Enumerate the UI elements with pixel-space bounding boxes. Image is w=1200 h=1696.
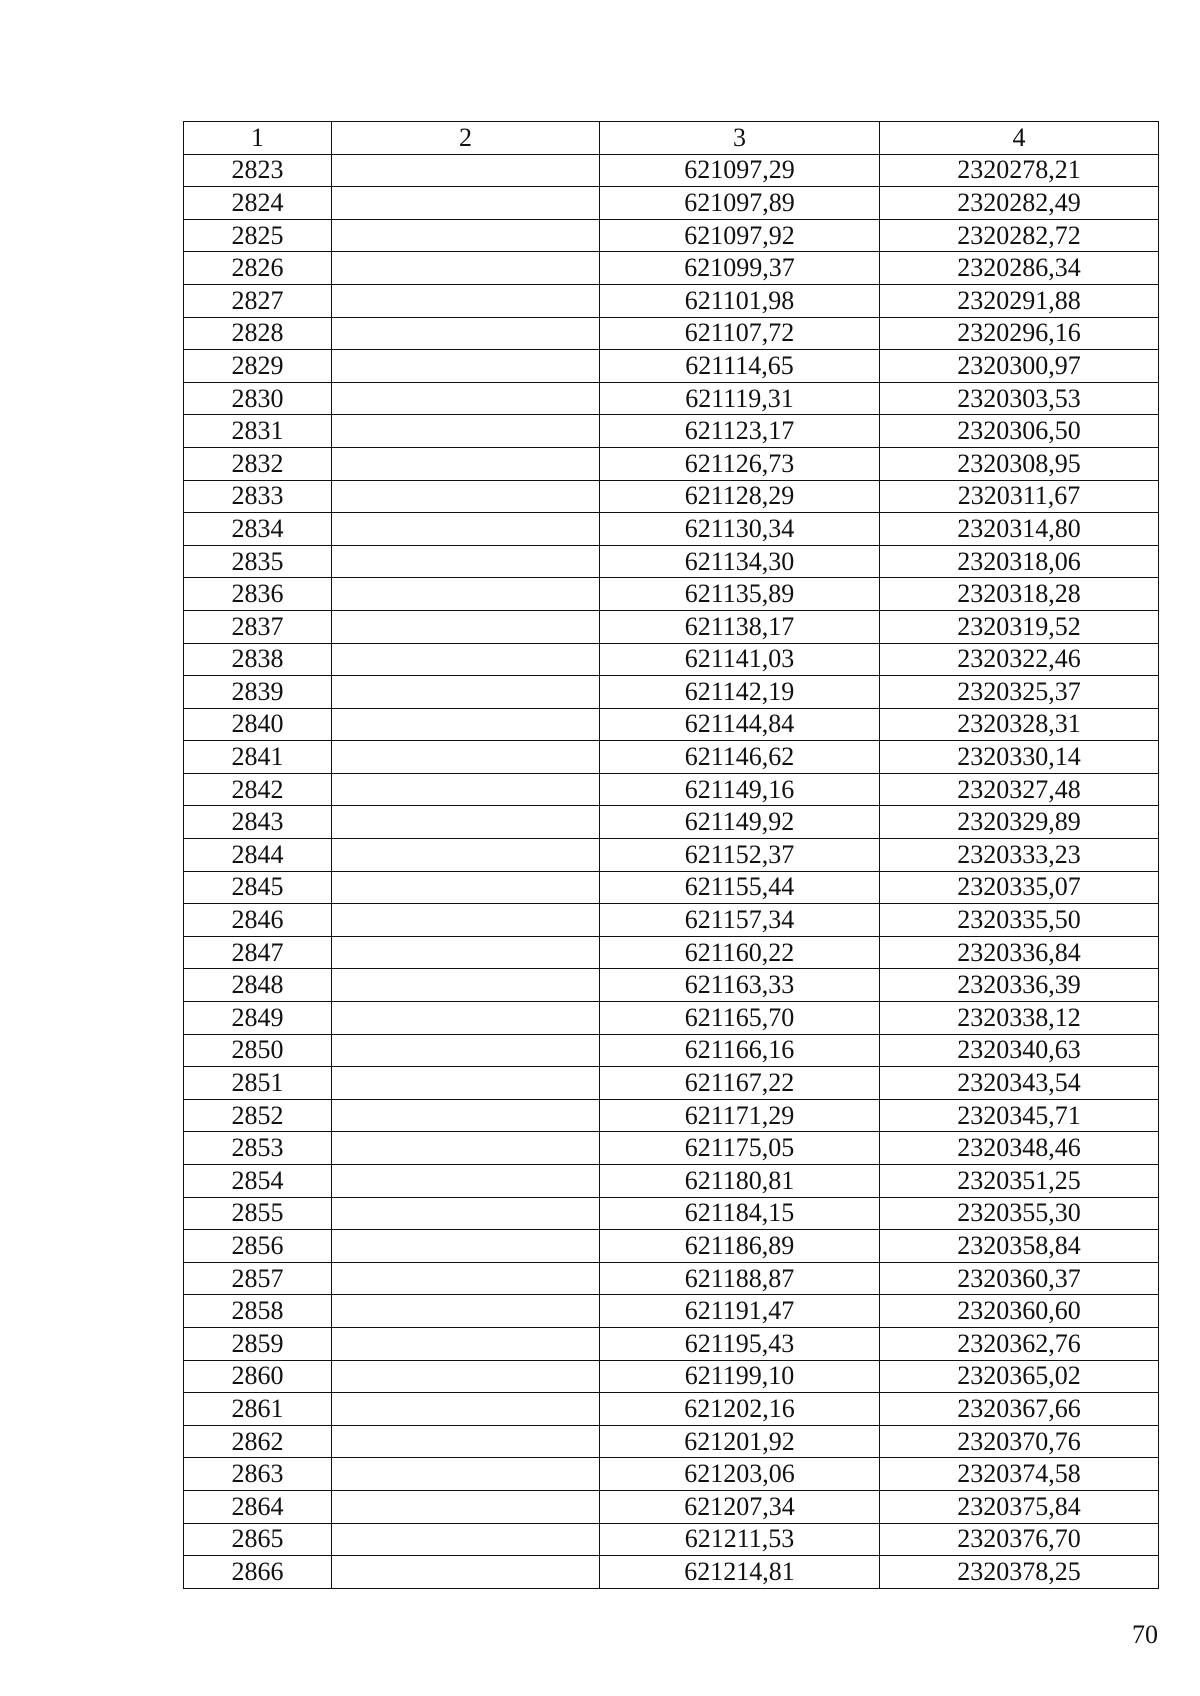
- table-row: [184, 1165, 1159, 1198]
- y-coordinate-cell: 2320330,14: [880, 741, 1159, 774]
- table-row: [184, 317, 1159, 350]
- table-row: [184, 969, 1159, 1002]
- table-row: [184, 1197, 1159, 1230]
- y-coordinate-cell: 2320322,46: [880, 643, 1159, 676]
- y-coordinate-cell: 2320325,37: [880, 676, 1159, 709]
- table-row: [184, 1067, 1159, 1100]
- description-cell: [332, 1327, 600, 1360]
- table-row: [184, 1262, 1159, 1295]
- point-number-cell: 2866: [184, 1556, 332, 1589]
- x-coordinate-cell: 621130,34: [600, 513, 880, 546]
- x-coordinate-cell: 621134,30: [600, 545, 880, 578]
- y-coordinate-cell: 2320328,31: [880, 708, 1159, 741]
- y-coordinate-cell: 2320358,84: [880, 1230, 1159, 1263]
- description-cell: [332, 350, 600, 383]
- x-coordinate-cell: 621195,43: [600, 1327, 880, 1360]
- y-coordinate-cell: 2320335,07: [880, 871, 1159, 904]
- table-row: [184, 480, 1159, 513]
- table-row: [184, 447, 1159, 480]
- x-coordinate-cell: 621166,16: [600, 1034, 880, 1067]
- table-row: [184, 1360, 1159, 1393]
- description-cell: [332, 773, 600, 806]
- table-row: [184, 1523, 1159, 1556]
- table-row: [184, 578, 1159, 611]
- y-coordinate-cell: 2320348,46: [880, 1132, 1159, 1165]
- x-coordinate-cell: 621203,06: [600, 1458, 880, 1491]
- x-coordinate-cell: 621097,89: [600, 187, 880, 220]
- table-row: [184, 252, 1159, 285]
- description-cell: [332, 1490, 600, 1523]
- description-cell: [332, 1034, 600, 1067]
- y-coordinate-cell: 2320340,63: [880, 1034, 1159, 1067]
- y-coordinate-cell: 2320291,88: [880, 284, 1159, 317]
- point-number-cell: 2826: [184, 252, 332, 285]
- y-coordinate-cell: 2320335,50: [880, 904, 1159, 937]
- table-row: [184, 187, 1159, 220]
- table-row: [184, 513, 1159, 546]
- x-coordinate-cell: 621135,89: [600, 578, 880, 611]
- table-row: [184, 1002, 1159, 1035]
- table-row: [184, 904, 1159, 937]
- point-number-cell: 2861: [184, 1393, 332, 1426]
- y-coordinate-cell: 2320360,37: [880, 1262, 1159, 1295]
- column-header-4: 4: [880, 122, 1159, 155]
- description-cell: [332, 1393, 600, 1426]
- description-cell: [332, 578, 600, 611]
- point-number-cell: 2843: [184, 806, 332, 839]
- description-cell: [332, 904, 600, 937]
- table-row: [184, 741, 1159, 774]
- y-coordinate-cell: 2320319,52: [880, 610, 1159, 643]
- x-coordinate-cell: 621128,29: [600, 480, 880, 513]
- description-cell: [332, 252, 600, 285]
- y-coordinate-cell: 2320343,54: [880, 1067, 1159, 1100]
- table-row: [184, 936, 1159, 969]
- point-number-cell: 2825: [184, 219, 332, 252]
- y-coordinate-cell: 2320318,28: [880, 578, 1159, 611]
- column-header-3: 3: [600, 122, 880, 155]
- point-number-cell: 2851: [184, 1067, 332, 1100]
- table-row: [184, 154, 1159, 187]
- table-row: [184, 1099, 1159, 1132]
- point-number-cell: 2860: [184, 1360, 332, 1393]
- point-number-cell: 2842: [184, 773, 332, 806]
- description-cell: [332, 708, 600, 741]
- y-coordinate-cell: 2320336,84: [880, 936, 1159, 969]
- coordinates-table: [183, 121, 1159, 1589]
- y-coordinate-cell: 2320374,58: [880, 1458, 1159, 1491]
- table-row: [184, 545, 1159, 578]
- point-number-cell: 2832: [184, 447, 332, 480]
- y-coordinate-cell: 2320355,30: [880, 1197, 1159, 1230]
- y-coordinate-cell: 2320338,12: [880, 1002, 1159, 1035]
- y-coordinate-cell: 2320286,34: [880, 252, 1159, 285]
- y-coordinate-cell: 2320370,76: [880, 1425, 1159, 1458]
- point-number-cell: 2844: [184, 839, 332, 872]
- point-number-cell: 2858: [184, 1295, 332, 1328]
- table-row: [184, 871, 1159, 904]
- x-coordinate-cell: 621165,70: [600, 1002, 880, 1035]
- point-number-cell: 2841: [184, 741, 332, 774]
- point-number-cell: 2862: [184, 1425, 332, 1458]
- x-coordinate-cell: 621167,22: [600, 1067, 880, 1100]
- point-number-cell: 2823: [184, 154, 332, 187]
- point-number-cell: 2828: [184, 317, 332, 350]
- description-cell: [332, 1458, 600, 1491]
- description-cell: [332, 1360, 600, 1393]
- y-coordinate-cell: 2320306,50: [880, 415, 1159, 448]
- point-number-cell: 2859: [184, 1327, 332, 1360]
- description-cell: [332, 1165, 600, 1198]
- x-coordinate-cell: 621199,10: [600, 1360, 880, 1393]
- y-coordinate-cell: 2320282,72: [880, 219, 1159, 252]
- table-row: [184, 1556, 1159, 1589]
- point-number-cell: 2856: [184, 1230, 332, 1263]
- description-cell: [332, 936, 600, 969]
- x-coordinate-cell: 621114,65: [600, 350, 880, 383]
- y-coordinate-cell: 2320367,66: [880, 1393, 1159, 1426]
- x-coordinate-cell: 621163,33: [600, 969, 880, 1002]
- y-coordinate-cell: 2320296,16: [880, 317, 1159, 350]
- table-header-row: [184, 122, 1159, 155]
- description-cell: [332, 871, 600, 904]
- table-row: [184, 806, 1159, 839]
- point-number-cell: 2831: [184, 415, 332, 448]
- x-coordinate-cell: 621146,62: [600, 741, 880, 774]
- x-coordinate-cell: 621142,19: [600, 676, 880, 709]
- y-coordinate-cell: 2320351,25: [880, 1165, 1159, 1198]
- x-coordinate-cell: 621149,92: [600, 806, 880, 839]
- description-cell: [332, 447, 600, 480]
- description-cell: [332, 545, 600, 578]
- description-cell: [332, 643, 600, 676]
- page-number: 70: [1132, 1620, 1158, 1649]
- description-cell: [332, 513, 600, 546]
- y-coordinate-cell: 2320376,70: [880, 1523, 1159, 1556]
- x-coordinate-cell: 621184,15: [600, 1197, 880, 1230]
- table-row: [184, 643, 1159, 676]
- description-cell: [332, 1132, 600, 1165]
- y-coordinate-cell: 2320336,39: [880, 969, 1159, 1002]
- description-cell: [332, 317, 600, 350]
- x-coordinate-cell: 621097,29: [600, 154, 880, 187]
- table-row: [184, 1393, 1159, 1426]
- y-coordinate-cell: 2320333,23: [880, 839, 1159, 872]
- x-coordinate-cell: 621180,81: [600, 1165, 880, 1198]
- y-coordinate-cell: 2320282,49: [880, 187, 1159, 220]
- description-cell: [332, 1197, 600, 1230]
- description-cell: [332, 187, 600, 220]
- description-cell: [332, 415, 600, 448]
- table-row: [184, 1132, 1159, 1165]
- description-cell: [332, 1099, 600, 1132]
- x-coordinate-cell: 621149,16: [600, 773, 880, 806]
- y-coordinate-cell: 2320329,89: [880, 806, 1159, 839]
- description-cell: [332, 284, 600, 317]
- point-number-cell: 2838: [184, 643, 332, 676]
- table-row: [184, 415, 1159, 448]
- table-row: [184, 610, 1159, 643]
- description-cell: [332, 969, 600, 1002]
- x-coordinate-cell: 621097,92: [600, 219, 880, 252]
- description-cell: [332, 741, 600, 774]
- y-coordinate-cell: 2320375,84: [880, 1490, 1159, 1523]
- point-number-cell: 2835: [184, 545, 332, 578]
- y-coordinate-cell: 2320365,02: [880, 1360, 1159, 1393]
- point-number-cell: 2865: [184, 1523, 332, 1556]
- y-coordinate-cell: 2320362,76: [880, 1327, 1159, 1360]
- x-coordinate-cell: 621119,31: [600, 382, 880, 415]
- table-row: [184, 773, 1159, 806]
- description-cell: [332, 480, 600, 513]
- description-cell: [332, 1523, 600, 1556]
- table-row: [184, 350, 1159, 383]
- point-number-cell: 2827: [184, 284, 332, 317]
- table-row: [184, 1458, 1159, 1491]
- x-coordinate-cell: 621201,92: [600, 1425, 880, 1458]
- point-number-cell: 2854: [184, 1165, 332, 1198]
- point-number-cell: 2833: [184, 480, 332, 513]
- x-coordinate-cell: 621152,37: [600, 839, 880, 872]
- table-row: [184, 1490, 1159, 1523]
- x-coordinate-cell: 621211,53: [600, 1523, 880, 1556]
- point-number-cell: 2839: [184, 676, 332, 709]
- x-coordinate-cell: 621101,98: [600, 284, 880, 317]
- point-number-cell: 2834: [184, 513, 332, 546]
- description-cell: [332, 1230, 600, 1263]
- x-coordinate-cell: 621191,47: [600, 1295, 880, 1328]
- description-cell: [332, 1295, 600, 1328]
- x-coordinate-cell: 621123,17: [600, 415, 880, 448]
- description-cell: [332, 1556, 600, 1589]
- description-cell: [332, 382, 600, 415]
- point-number-cell: 2837: [184, 610, 332, 643]
- point-number-cell: 2846: [184, 904, 332, 937]
- x-coordinate-cell: 621107,72: [600, 317, 880, 350]
- x-coordinate-cell: 621144,84: [600, 708, 880, 741]
- y-coordinate-cell: 2320308,95: [880, 447, 1159, 480]
- y-coordinate-cell: 2320327,48: [880, 773, 1159, 806]
- table-row: [184, 676, 1159, 709]
- y-coordinate-cell: 2320300,97: [880, 350, 1159, 383]
- table-row: [184, 284, 1159, 317]
- x-coordinate-cell: 621141,03: [600, 643, 880, 676]
- description-cell: [332, 806, 600, 839]
- x-coordinate-cell: 621188,87: [600, 1262, 880, 1295]
- point-number-cell: 2824: [184, 187, 332, 220]
- description-cell: [332, 676, 600, 709]
- x-coordinate-cell: 621175,05: [600, 1132, 880, 1165]
- column-header-2: 2: [332, 122, 600, 155]
- description-cell: [332, 219, 600, 252]
- description-cell: [332, 1002, 600, 1035]
- y-coordinate-cell: 2320360,60: [880, 1295, 1159, 1328]
- y-coordinate-cell: 2320318,06: [880, 545, 1159, 578]
- x-coordinate-cell: 621202,16: [600, 1393, 880, 1426]
- description-cell: [332, 1262, 600, 1295]
- table-row: [184, 839, 1159, 872]
- x-coordinate-cell: 621214,81: [600, 1556, 880, 1589]
- point-number-cell: 2850: [184, 1034, 332, 1067]
- point-number-cell: 2848: [184, 969, 332, 1002]
- table-body: [184, 154, 1159, 1588]
- table-row: [184, 708, 1159, 741]
- point-number-cell: 2840: [184, 708, 332, 741]
- x-coordinate-cell: 621171,29: [600, 1099, 880, 1132]
- table-row: [184, 1034, 1159, 1067]
- description-cell: [332, 610, 600, 643]
- x-coordinate-cell: 621157,34: [600, 904, 880, 937]
- table-row: [184, 382, 1159, 415]
- column-header-1: 1: [184, 122, 332, 155]
- y-coordinate-cell: 2320311,67: [880, 480, 1159, 513]
- point-number-cell: 2863: [184, 1458, 332, 1491]
- table-row: [184, 219, 1159, 252]
- point-number-cell: 2836: [184, 578, 332, 611]
- y-coordinate-cell: 2320278,21: [880, 154, 1159, 187]
- point-number-cell: 2857: [184, 1262, 332, 1295]
- x-coordinate-cell: 621207,34: [600, 1490, 880, 1523]
- description-cell: [332, 1425, 600, 1458]
- table-row: [184, 1425, 1159, 1458]
- point-number-cell: 2864: [184, 1490, 332, 1523]
- description-cell: [332, 1067, 600, 1100]
- description-cell: [332, 839, 600, 872]
- table-row: [184, 1295, 1159, 1328]
- x-coordinate-cell: 621138,17: [600, 610, 880, 643]
- y-coordinate-cell: 2320303,53: [880, 382, 1159, 415]
- x-coordinate-cell: 621155,44: [600, 871, 880, 904]
- point-number-cell: 2847: [184, 936, 332, 969]
- table-row: [184, 1230, 1159, 1263]
- x-coordinate-cell: 621099,37: [600, 252, 880, 285]
- point-number-cell: 2845: [184, 871, 332, 904]
- point-number-cell: 2830: [184, 382, 332, 415]
- description-cell: [332, 154, 600, 187]
- y-coordinate-cell: 2320314,80: [880, 513, 1159, 546]
- x-coordinate-cell: 621186,89: [600, 1230, 880, 1263]
- point-number-cell: 2855: [184, 1197, 332, 1230]
- y-coordinate-cell: 2320345,71: [880, 1099, 1159, 1132]
- x-coordinate-cell: 621160,22: [600, 936, 880, 969]
- x-coordinate-cell: 621126,73: [600, 447, 880, 480]
- point-number-cell: 2852: [184, 1099, 332, 1132]
- point-number-cell: 2829: [184, 350, 332, 383]
- table-row: [184, 1327, 1159, 1360]
- point-number-cell: 2853: [184, 1132, 332, 1165]
- point-number-cell: 2849: [184, 1002, 332, 1035]
- y-coordinate-cell: 2320378,25: [880, 1556, 1159, 1589]
